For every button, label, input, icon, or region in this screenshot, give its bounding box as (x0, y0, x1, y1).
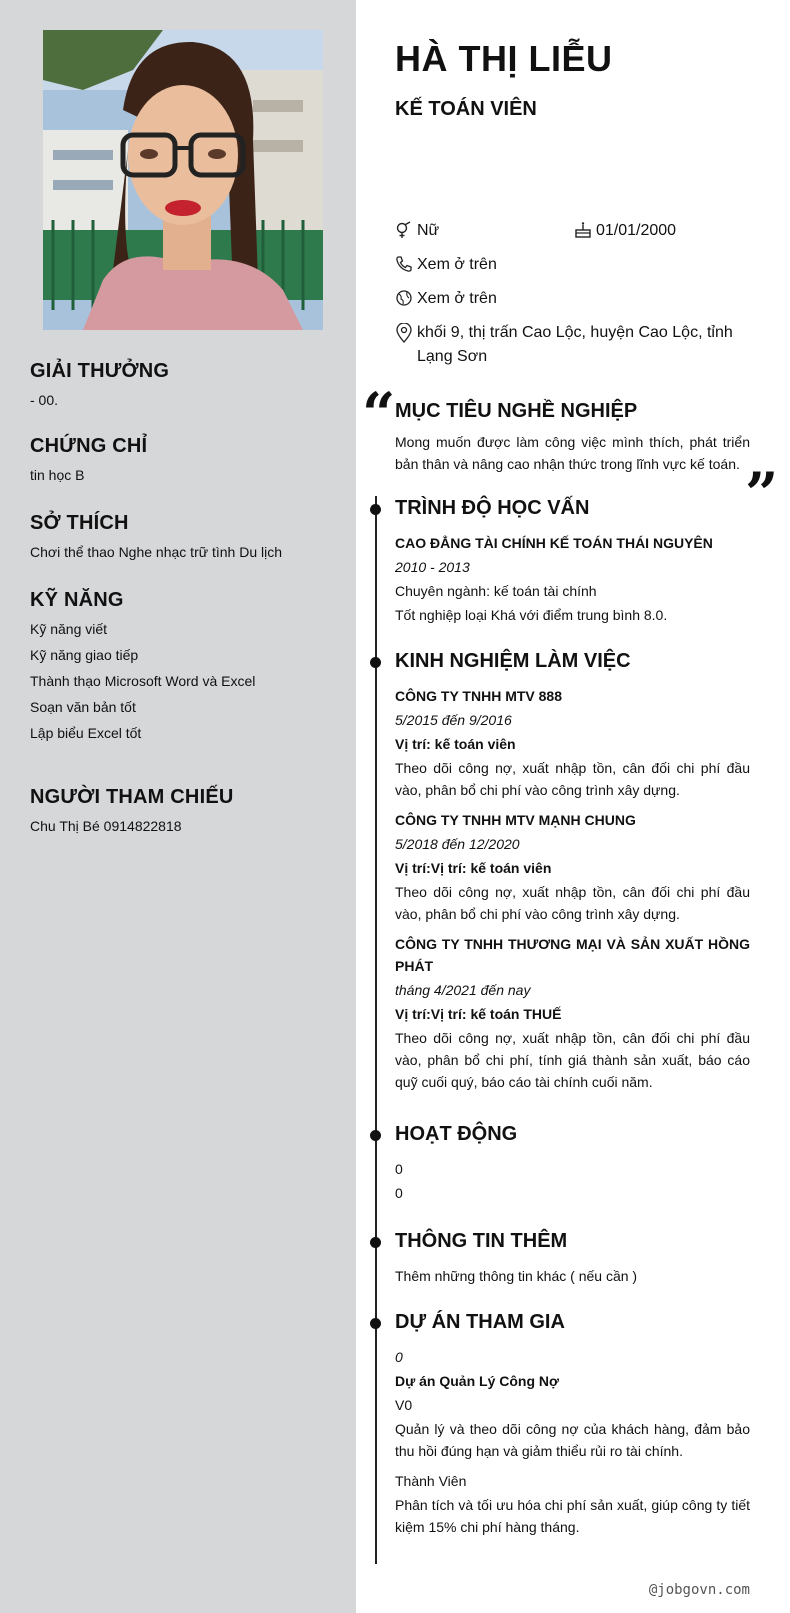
gender-icon (395, 221, 413, 239)
address-value: khối 9, thị trấn Cao Lộc, huyện Cao Lộc, tỉnh Lạng Sơn (417, 324, 733, 365)
candidate-name: HÀ THỊ LIỄU (395, 38, 613, 79)
job-description: Theo dõi công nợ, xuất nhập tồn, cân đối chi phí đầu vào, phân bổ chi phí vào công trình xây dựng. (395, 884, 750, 922)
project-name: Dự án Quản Lý Công Nợ (395, 1373, 559, 1389)
skill-item: Thành thạo Microsoft Word và Excel (30, 673, 256, 689)
skills-list (30, 616, 340, 746)
job-company: CÔNG TY TNHH MTV 888 (395, 688, 562, 704)
experience-item (395, 809, 750, 925)
project-time: 0 (395, 1349, 403, 1365)
projects-heading: DỰ ÁN THAM GIA (395, 1311, 565, 1333)
website-info (395, 287, 497, 311)
skills-section (30, 589, 340, 746)
objective-section (395, 400, 750, 475)
gender-value: Nữ (417, 222, 440, 239)
activities-heading: HOẠT ĐỘNG (395, 1123, 518, 1145)
education-period: 2010 - 2013 (395, 559, 470, 575)
skill-item: Kỹ năng giao tiếp (30, 647, 139, 663)
map-pin-icon (395, 323, 413, 343)
experience-heading: KINH NGHIỆM LÀM VIỆC (395, 650, 631, 672)
project-role-description: Phân tích và tối ưu hóa chi phí sản xuất, giúp công ty tiết kiệm 15% chi phí hàng tháng. (395, 1497, 750, 1535)
job-period: 5/2018 đến 12/2020 (395, 836, 520, 852)
job-description: Theo dõi công nợ, xuất nhập tồn, cân đối chi phí đầu vào, phân bổ chi phí, tính giá thành sản xuất, báo cáo quỹ cuối quý, báo cáo tài chính cuối năm. (395, 1030, 750, 1090)
job-period: 5/2015 đến 9/2016 (395, 712, 512, 728)
timeline-dot (370, 1130, 381, 1141)
profile-photo (43, 30, 323, 330)
project-role: Thành Viên (395, 1473, 467, 1489)
close-quote-icon: ” (745, 460, 779, 528)
education-heading: TRÌNH ĐỘ HỌC VẤN (395, 497, 590, 519)
certificates-heading: CHỨNG CHỈ (30, 435, 148, 457)
education-school: CAO ĐẲNG TÀI CHÍNH KẾ TOÁN THÁI NGUYÊN (395, 535, 713, 551)
objective-text: Mong muốn được làm công việc mình thích, phát triển bản thân và nâng cao nhận thức trong lĩnh vực kế toán. (395, 434, 750, 472)
job-position: Vị trí:Vị trí: kế toán viên (395, 860, 552, 876)
more-info-text: Thêm những thông tin khác ( nếu cần ) (395, 1268, 638, 1284)
hobbies-heading: SỞ THÍCH (30, 512, 129, 534)
activities-section (395, 1123, 750, 1204)
job-position: Vị trí:Vị trí: kế toán THUẾ (395, 1006, 562, 1022)
references-text: Chu Thị Bé 0914822818 (30, 818, 182, 834)
objective-heading: MỤC TIÊU NGHỀ NGHIỆP (395, 400, 638, 422)
gender-info (395, 219, 439, 243)
hobbies-section (30, 512, 340, 565)
education-result: Tốt nghiệp loại Khá với điểm trung bình 8.0. (395, 607, 668, 623)
experience-section (395, 650, 750, 1093)
activity-item: 0 (395, 1185, 403, 1201)
skill-item: Lập biểu Excel tốt (30, 725, 142, 741)
open-quote-icon: “ (362, 380, 396, 448)
birthdate-value: 01/01/2000 (596, 222, 677, 239)
certificates-text: tin học B (30, 467, 85, 483)
references-heading: NGƯỜI THAM CHIẾU (30, 786, 234, 808)
references-section (30, 786, 340, 839)
birthdate-info (574, 219, 676, 243)
more-info-heading: THÔNG TIN THÊM (395, 1230, 568, 1252)
job-period: tháng 4/2021 đến nay (395, 982, 531, 998)
watermark: @jobgovn.com (648, 1582, 750, 1598)
candidate-title: KẾ TOÁN VIÊN (395, 98, 537, 120)
timeline-dot (370, 504, 381, 515)
awards-heading: GIẢI THƯỞNG (30, 360, 170, 382)
timeline-dot (370, 1318, 381, 1329)
project-size: V0 (395, 1397, 413, 1413)
phone-icon (395, 255, 413, 273)
activity-item: 0 (395, 1161, 403, 1177)
globe-icon (395, 289, 413, 307)
job-description: Theo dõi công nợ, xuất nhập tồn, cân đối chi phí đầu vào, phân bổ chi phí vào công trình xây dựng. (395, 760, 750, 798)
job-company: CÔNG TY TNHH THƯƠNG MẠI VÀ SẢN XUẤT HỒNG PHÁT (395, 936, 750, 974)
timeline-dot (370, 1237, 381, 1248)
hobbies-text: Chơi thể thao Nghe nhạc trữ tình Du lịch (30, 544, 283, 560)
experience-item (395, 685, 750, 801)
skill-item: Kỹ năng viết (30, 621, 108, 637)
phone-info (395, 253, 497, 277)
education-section (395, 497, 750, 626)
website-value: Xem ở trên (417, 290, 497, 307)
job-company: CÔNG TY TNHH MTV MẠNH CHUNG (395, 812, 636, 828)
awards-section (30, 360, 340, 413)
project-description: Quản lý và theo dõi công nợ của khách hàng, đảm bảo thu hồi đúng hạn và giảm thiểu rủi ro tài chính. (395, 1421, 750, 1459)
education-major: Chuyên ngành: kế toán tài chính (395, 583, 597, 599)
experience-item (395, 933, 750, 1093)
phone-value: Xem ở trên (417, 256, 497, 273)
skill-item: Soạn văn bản tốt (30, 699, 136, 715)
portrait-image (43, 30, 323, 330)
address-info (395, 321, 740, 369)
job-position: Vị trí: kế toán viên (395, 736, 516, 752)
cake-icon (574, 221, 592, 239)
projects-section (395, 1311, 750, 1538)
certificates-section (30, 435, 340, 488)
sidebar (0, 0, 356, 1613)
skills-heading: KỸ NĂNG (30, 589, 124, 611)
awards-text: - 00. (30, 392, 59, 408)
more-info-section (395, 1230, 750, 1287)
timeline-dot (370, 657, 381, 668)
